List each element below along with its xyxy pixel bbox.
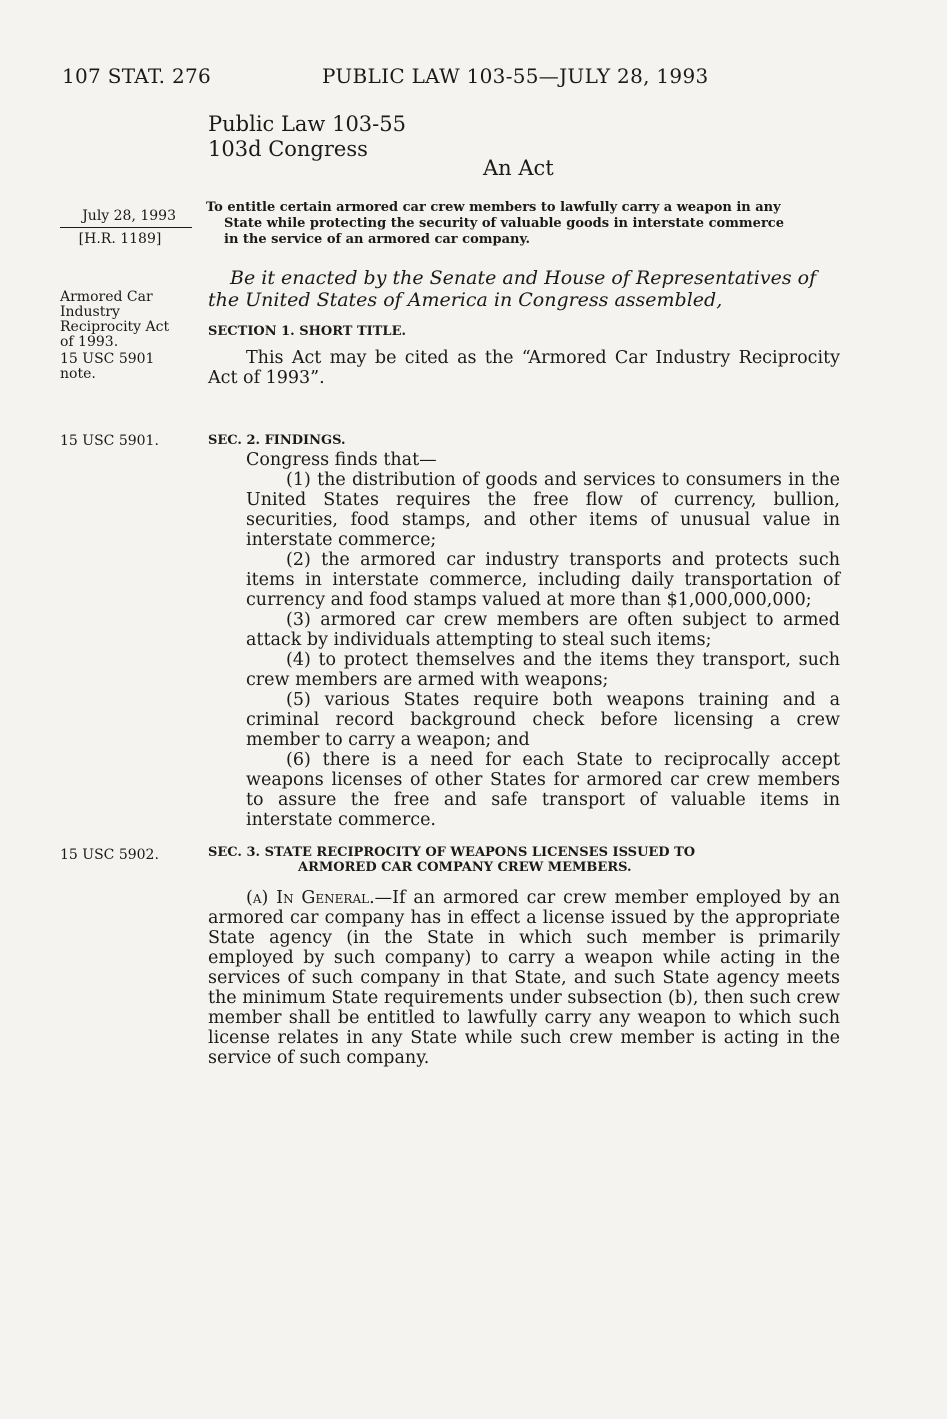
finding-6: (6) there is a need for each State to reciprocally accept weapons licenses of other States for armored car crew members to assure the free and safe transport of valuable items in interstate commerce.: [246, 750, 840, 830]
purpose-line: To entitle certain armored car crew members to lawfully carry a weapon in any: [206, 200, 781, 215]
title-block: [208, 112, 406, 162]
congress-number: 103d Congress: [208, 137, 368, 161]
purpose-line: State while protecting the security of valuable goods in interstate commerce: [224, 216, 784, 231]
page-stat-number: 107 STAT. 276: [62, 64, 212, 88]
section-3-heading: SEC. 3. STATE RECIPROCITY OF WEAPONS LICENSES ISSUED TO ARMORED CAR COMPANY CREW MEMBERS.: [208, 845, 696, 875]
subsection-label: (a) In General.—: [246, 888, 393, 908]
margin-note-usc-5901-note: 15 USC 5901 note.: [60, 351, 155, 382]
finding-2: (2) the armored car industry transports and protects such items in interstate commerce, including daily transportation of currency and food stamps valued at more than $1,000,000,000;: [246, 550, 840, 610]
margin-note-usc-5901: 15 USC 5901.: [60, 433, 159, 449]
subsection-text: If an armored car crew member employed by an armored car company has in effect a license issued by the appropriate State agency (in the State in which such member is primarily employed by such company) to carry a weapon while acting in the services of such company in that State, and such State agency meets the minimum State requirements under subsection (b), then such crew member shall be entitled to lawfully carry any weapon to which such license relates in any State while such crew member is acting in the service of such company.: [208, 888, 841, 1068]
purpose-line: in the service of an armored car company.: [224, 232, 531, 247]
section-1-text: This Act may be cited as the “Armored Car Industry Reciprocity Act of 1993”.: [208, 348, 840, 388]
margin-date: July 28, 1993: [82, 208, 176, 224]
finding-3: (3) armored car crew members are often subject to armed attack by individuals attempting to steal such items;: [246, 610, 840, 650]
findings-intro: Congress finds that—: [246, 450, 437, 470]
finding-1: (1) the distribution of goods and services to consumers in the United States requires the free flow of currency, bullion, securities, food stamps, and other items of unusual value in interstate commerce;: [246, 470, 840, 550]
margin-note-short-title: Armored Car Industry Reciprocity Act of 1993.: [60, 289, 170, 350]
act-purpose: [206, 200, 838, 248]
finding-5: (5) various States require both weapons training and a criminal record background check before licensing a crew member to carry a weapon; and: [246, 690, 840, 750]
section-2-body: [208, 450, 840, 830]
finding-4: (4) to protect themselves and the items they transport, such crew members are armed with weapons;: [246, 650, 840, 690]
section-3-subsection-a: [208, 888, 840, 1068]
margin-note-usc-5902: 15 USC 5902.: [60, 847, 159, 863]
public-law-number: Public Law 103-55: [208, 112, 406, 136]
section-1-heading: SECTION 1. SHORT TITLE.: [208, 324, 407, 339]
act-label: An Act: [483, 156, 554, 180]
running-title: PUBLIC LAW 103-55—JULY 28, 1993: [322, 64, 709, 88]
margin-divider: [60, 227, 192, 228]
section-2-heading: SEC. 2. FINDINGS.: [208, 433, 346, 448]
margin-bill-number: [H.R. 1189]: [78, 231, 162, 247]
enacting-clause: Be it enacted by the Senate and House of Representatives of the United States of America in Congress assembled,: [208, 267, 817, 311]
